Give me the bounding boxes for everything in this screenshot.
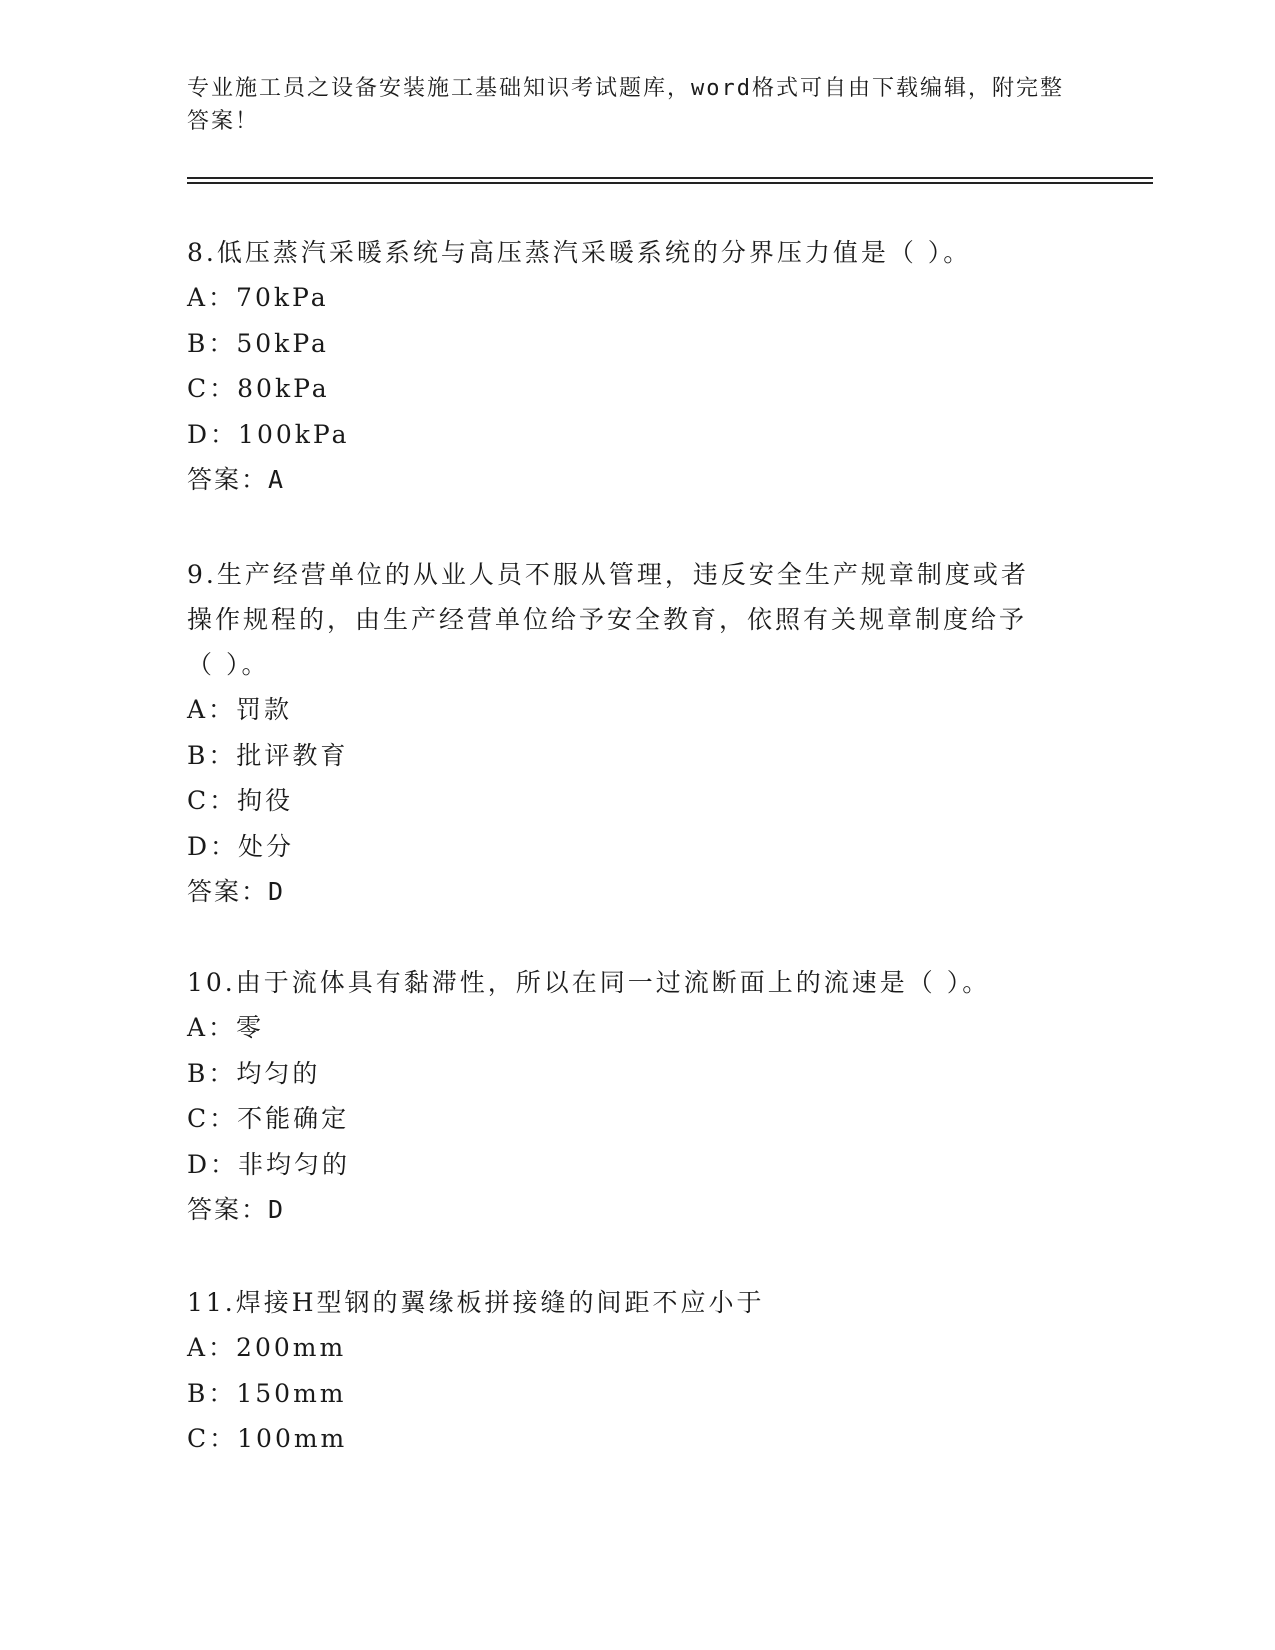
- question-8: [187, 230, 1087, 503]
- option-a: A：200mm: [187, 1333, 347, 1362]
- option-c: C：拘役: [187, 786, 294, 815]
- header-divider-bottom: [187, 182, 1153, 184]
- answer: 答案：A: [187, 465, 286, 494]
- option-b: B：50kPa: [187, 328, 329, 358]
- question-title: 9.生产经营单位的从业人员不服从管理，违反安全生产规章制度或者操作规程的，由生产经营单位给予安全教育，依照有关规章制度给予（ ）。: [187, 560, 1029, 679]
- header-divider-top: [187, 177, 1153, 179]
- answer: 答案：D: [187, 877, 286, 906]
- question-9: [187, 552, 1047, 915]
- option-d: D：处分: [187, 831, 295, 861]
- question-title: 10.由于流体具有黏滞性，所以在同一过流断面上的流速是（ ）。: [187, 968, 991, 997]
- option-c: C：80kPa: [187, 374, 330, 403]
- question-11: [187, 1280, 1087, 1462]
- answer: 答案：D: [187, 1195, 286, 1224]
- option-a: A：零: [187, 1013, 265, 1042]
- question-title: 8.低压蒸汽采暖系统与高压蒸汽采暖系统的分界压力值是（ ）。: [187, 238, 972, 267]
- option-c: C：不能确定: [187, 1104, 350, 1133]
- option-c: C：100mm: [187, 1424, 348, 1453]
- option-b: B：150mm: [187, 1378, 347, 1408]
- option-a: A：70kPa: [187, 283, 329, 312]
- option-a: A：罚款: [187, 695, 293, 724]
- option-b: B：批评教育: [187, 740, 349, 770]
- option-d: D：100kPa: [187, 419, 350, 449]
- header-text: 专业施工员之设备安装施工基础知识考试题库，word格式可自由下载编辑，附完整答案！: [187, 76, 1064, 134]
- option-d: D：非均匀的: [187, 1149, 351, 1179]
- option-b: B：均匀的: [187, 1058, 321, 1088]
- question-title: 11.焊接H型钢的翼缘板拼接缝的间距不应小于: [187, 1288, 765, 1317]
- question-10: [187, 960, 1087, 1233]
